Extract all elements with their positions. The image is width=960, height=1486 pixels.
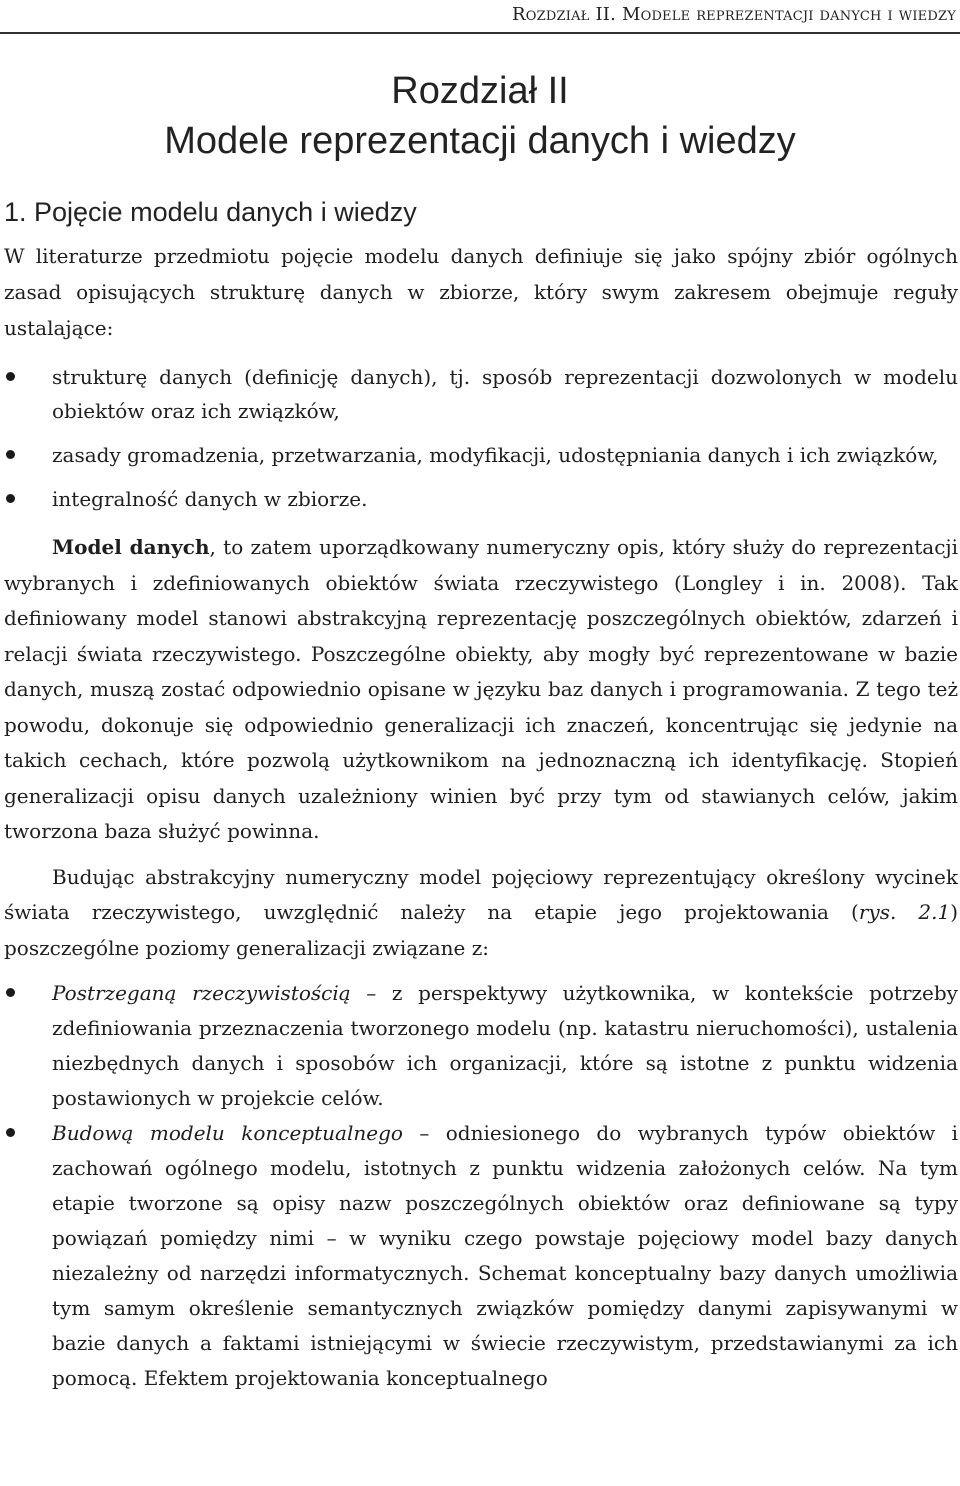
list-item-term: Postrzeganą rzeczywistością bbox=[52, 981, 351, 1005]
chapter-name: Modele reprezentacji danych i wiedzy bbox=[164, 120, 796, 162]
chapter-title bbox=[0, 66, 960, 166]
list-item-term: Budową modelu konceptualnego bbox=[52, 1121, 403, 1145]
list-item-text: strukturę danych (definicję danych), tj. sposób reprezentacji dozwolonych w modelu obiektów oraz ich związków, bbox=[52, 365, 958, 423]
list-item-text: integralność danych w zbiorze. bbox=[52, 487, 368, 511]
paragraph-text: ) poszczególne poziomy generalizacji związane z: bbox=[4, 900, 958, 960]
bullet-icon bbox=[6, 494, 15, 503]
running-head: Rozdział II. Modele reprezentacji danych i wiedzy bbox=[512, 4, 956, 25]
model-paragraph bbox=[4, 530, 958, 850]
bold-term: Model danych bbox=[52, 535, 210, 559]
paragraph-text: Budując abstrakcyjny numeryczny model pojęciowy reprezentujący określony wycinek świata rzeczywistego, uwzględnić należy na etapie jego projektowania ( bbox=[4, 864, 958, 924]
levels-intro-paragraph bbox=[4, 860, 958, 967]
figure-reference: rys. 2.1 bbox=[858, 900, 951, 924]
list-item-text: – odniesionego do wybranych typów obiektów i zachowań ogólnego modelu, istotnych z punktu widzenia założonych celów. Na tym etapie tworzone są opisy nazw poszczególnych obiektów oraz definiowane są typy powiązań pomiędzy nimi – w wyniku czego powstaje pojęciowy model bazy danych niezależny od narzędzi informatycznych. Schemat konceptualny bazy danych umożliwia tym samym określenie semantycznych związków pomiędzy danymi zapisywanymi w bazie danych a faktami istniejącymi w świecie rzeczywistym, przedstawianymi za ich pomocą. Efektem projektowania konceptualnego bbox=[52, 1121, 959, 1390]
list-item bbox=[4, 360, 958, 428]
chapter-number: Rozdział II bbox=[391, 70, 569, 112]
intro-paragraph: W literaturze przedmiotu pojęcie modelu danych definiuje się jako spójny zbiór ogólnych zasad opisujących strukturę danych w zbiorze, który swym zakresem obejmuje reguły ustalające: bbox=[4, 244, 958, 340]
list-item-text: – z perspektywy użytkownika, w kontekście potrzeby zdefiniowania przeznaczenia tworzonego modelu (np. katastru nieruchomości), ustalenia niezbędnych danych i sposobów ich organizacji, które są istotne z punktu widzenia postawionych w projekcie celów. bbox=[52, 981, 958, 1110]
list-item bbox=[4, 482, 958, 516]
levels-list bbox=[4, 976, 958, 1396]
list-item bbox=[4, 976, 958, 1116]
bullet-icon bbox=[6, 988, 15, 997]
bullet-icon bbox=[6, 450, 15, 459]
paragraph-text: , to zatem uporządkowany numeryczny opis, który służy do reprezentacji wybranych i zdefiniowanych obiektów świata rzeczywistego (Longley i in. 2008). Tak definiowany model stanowi abstrakcyjną reprezentację poszczególnych obiektów, zdarzeń i relacji świata rzeczywistego. Poszczególne obiekty, aby mogły być reprezentowane w bazie danych, muszą zostać odpowiednio opisane w języku baz danych i programowania. Z tego też powodu, dokonuje się odpowiednio generalizacji ich znaczeń, koncentrując się jedynie na takich cechach, które pozwolą użytkownikom na jednoznaczną ich identyfikację. Stopień generalizacji opisu danych uzależniony winien być przy tym od stawianych celów, jakim tworzona baza służyć powinna. bbox=[4, 535, 958, 843]
list-item bbox=[4, 1116, 958, 1396]
bullet-icon bbox=[6, 372, 15, 381]
body-text bbox=[4, 238, 958, 1396]
bullet-icon bbox=[6, 1128, 15, 1137]
section-heading: 1. Pojęcie modelu danych i wiedzy bbox=[4, 197, 417, 227]
list-item-text: zasady gromadzenia, przetwarzania, modyfikacji, udostępniania danych i ich związków, bbox=[52, 443, 939, 467]
list-item bbox=[4, 438, 958, 472]
rules-list bbox=[4, 360, 958, 516]
header-rule bbox=[0, 32, 960, 34]
